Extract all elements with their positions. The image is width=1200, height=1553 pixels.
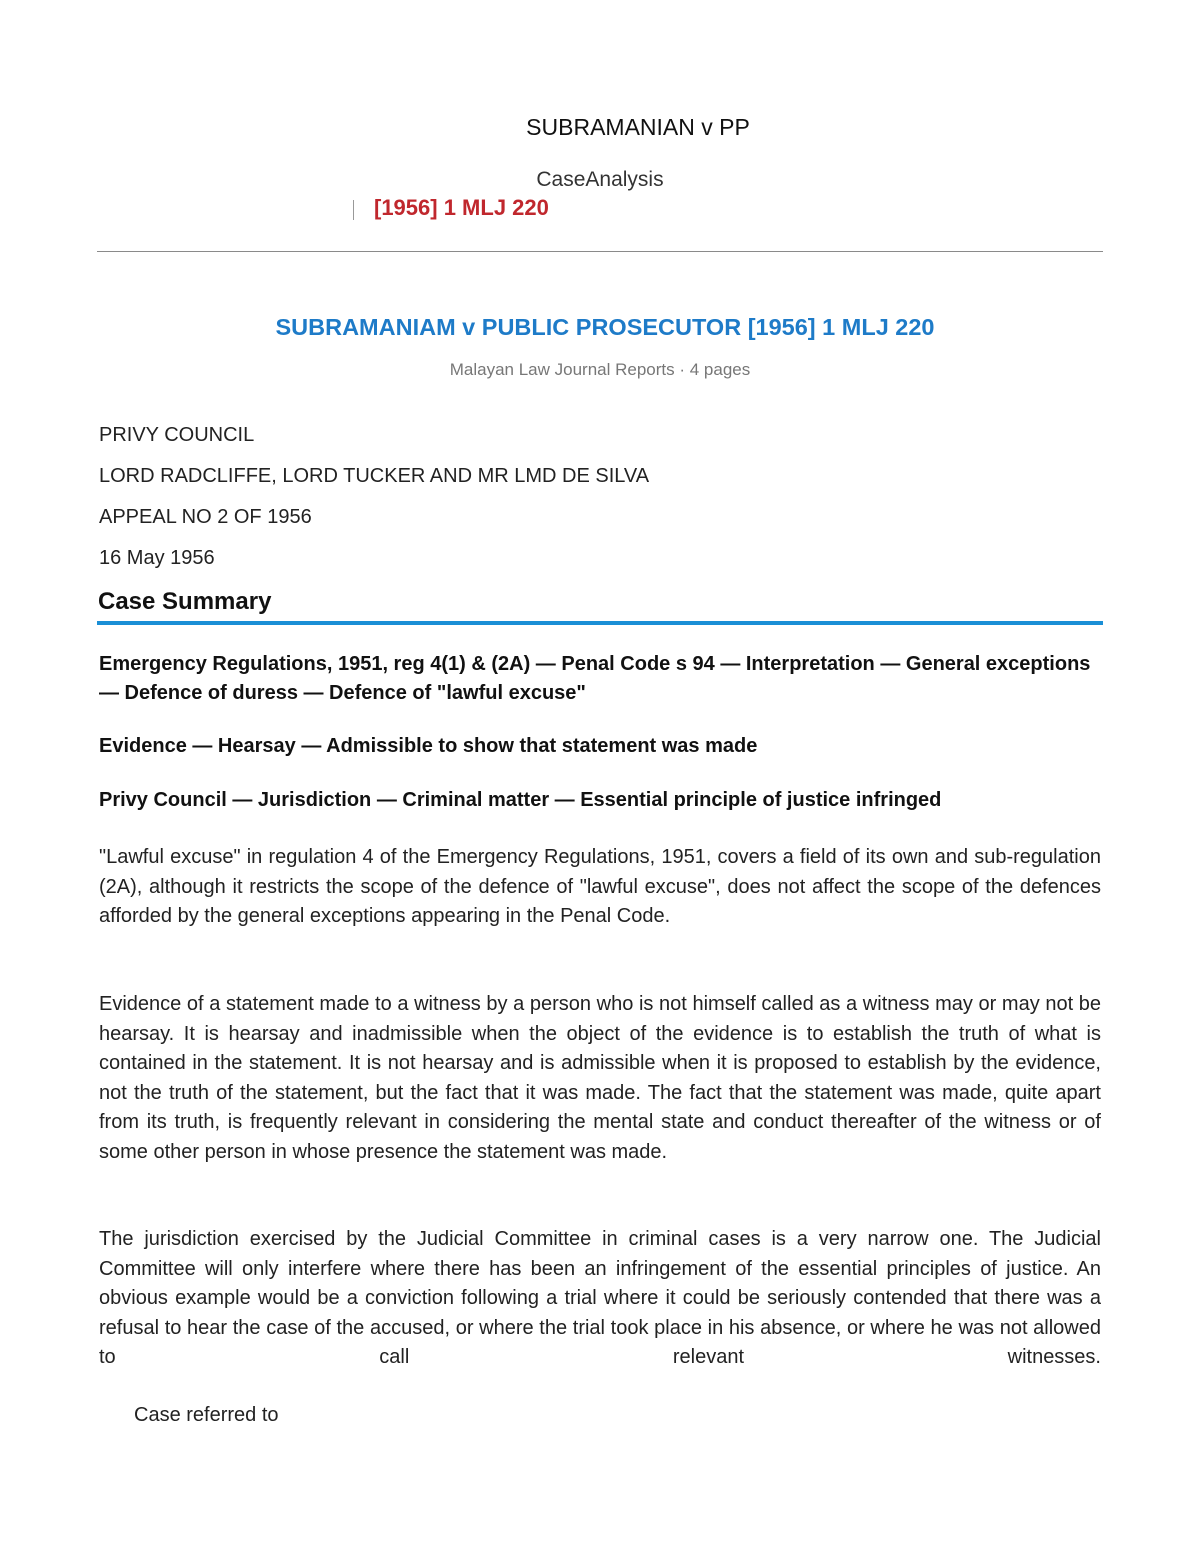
document-title: SUBRAMANIAN v PP	[526, 114, 750, 140]
judges: LORD RADCLIFFE, LORD TUCKER AND MR LMD DE SILVA	[99, 465, 650, 487]
catchword-3: Privy Council — Jurisdiction — Criminal matter — Essential principle of justice infringed	[99, 789, 942, 811]
catchword-2: Evidence — Hearsay — Admissible to show that statement was made	[99, 735, 758, 757]
summary-paragraph-3: The jurisdiction exercised by the Judicial Committee in criminal cases is a very narrow one. The Judicial Committee will only interfere where there has been an infringement of the essential principles of justice. An obvious example would be a conviction following a trial where it could be seriously contended that there was a refusal to hear the case of the accused, or where the trial took place in his absence, or where he was not allowed to call relevant witnesses.	[99, 1228, 1101, 1368]
case-heading: SUBRAMANIAM v PUBLIC PROSECUTOR [1956] 1 MLJ 220	[275, 314, 935, 340]
document-subtitle	[0, 168, 1200, 192]
decision-date: 16 May 1956	[99, 547, 215, 569]
citation-link[interactable]: [1956] 1 MLJ 220	[374, 195, 549, 220]
summary-paragraph-1: "Lawful excuse" in regulation 4 of the Emergency Regulations, 1951, covers a field of its own and sub-regulation (2A), although it restricts the scope of the defence of "lawful excuse", does not affect the scope of the defences afforded by the general exceptions appearing in the Penal Code.	[99, 846, 1101, 927]
section-title: Case Summary	[98, 588, 272, 615]
cases-referred-label: Case referred to	[134, 1404, 279, 1426]
citation-divider	[353, 200, 354, 220]
catchword-1: Emergency Regulations, 1951, reg 4(1) & (2A) — Penal Code s 94 — Interpretation — General exceptions — Defence of duress — Defence of "lawful excuse"	[99, 653, 1091, 704]
court-name: PRIVY COUNCIL	[99, 424, 255, 446]
header-divider	[97, 251, 1103, 252]
appeal-number: APPEAL NO 2 OF 1956	[99, 506, 312, 528]
subtitle-text: CaseAnalysis	[536, 168, 664, 191]
section-rule	[97, 621, 1103, 625]
summary-paragraph-2: Evidence of a statement made to a witness by a person who is not himself called as a witness may or may not be hearsay. It is hearsay and inadmissible when the object of the evidence is to establish the truth of what is contained in the statement. It is not hearsay and is admissible when it is proposed to establish by the evidence, not the truth of the statement, but the fact that it was made. The fact that the statement was made, quite apart from its truth, is frequently relevant in considering the mental state and conduct thereafter of the witness or of some other person in whose presence the statement was made.	[99, 993, 1101, 1163]
source-line: Malayan Law Journal Reports · 4 pages	[449, 360, 751, 379]
